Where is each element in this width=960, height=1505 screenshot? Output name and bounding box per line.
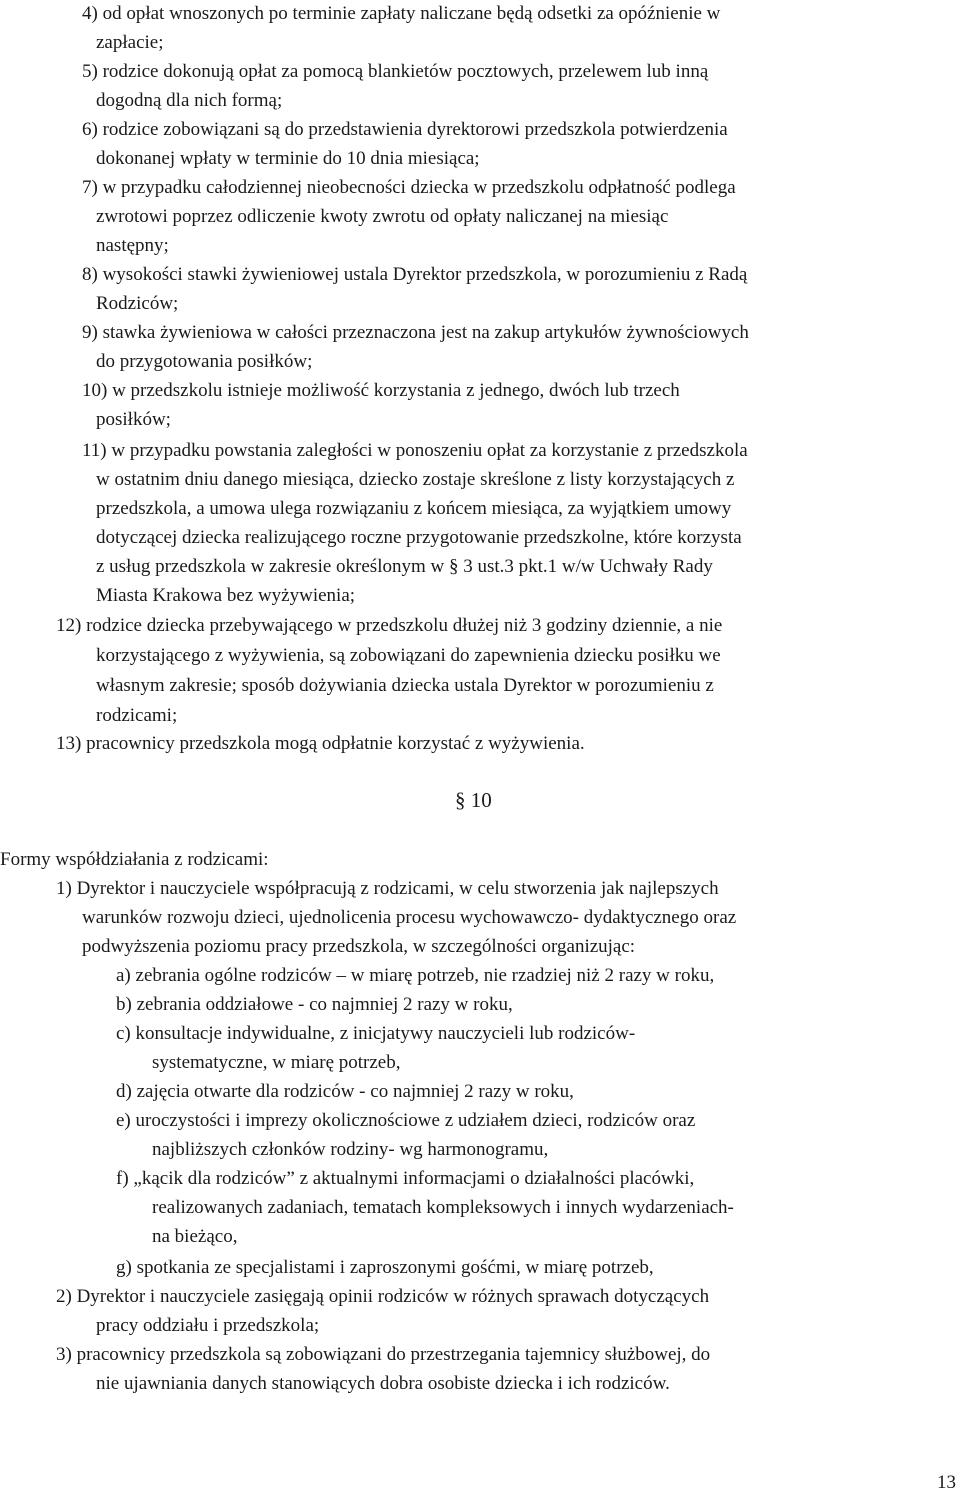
- sub-item-line: d) zajęcia otwarte dla rodziców - co najmniej 2 razy w roku,: [116, 1081, 574, 1102]
- list-item-line: 10) w przedszkolu istnieje możliwość korzystania z jednego, dwóch lub trzech: [82, 380, 680, 401]
- list-item-line: warunków rozwoju dzieci, ujednolicenia procesu wychowawczo- dydaktycznego oraz: [82, 907, 737, 928]
- sub-item-line: realizowanych zadaniach, tematach kompleksowych i innych wydarzeniach-: [152, 1197, 734, 1218]
- sub-item-line: najbliższych członków rodziny- wg harmonogramu,: [152, 1139, 549, 1160]
- list-item-line: nie ujawniania danych stanowiących dobra osobiste dziecka i ich rodziców.: [96, 1373, 670, 1394]
- list-item-line: dokonanej wpłaty w terminie do 10 dnia miesiąca;: [96, 148, 480, 169]
- list-item-line: pracy oddziału i przedszkola;: [96, 1315, 320, 1336]
- list-item-line: 5) rodzice dokonują opłat za pomocą blankietów pocztowych, przelewem lub inną: [82, 61, 709, 82]
- list-item-line: 3) pracownicy przedszkola są zobowiązani do przestrzegania tajemnicy służbowej, do: [56, 1344, 711, 1365]
- sub-item-line: f) „kącik dla rodziców” z aktualnymi informacjami o działalności placówki,: [116, 1168, 695, 1189]
- list-item-line: zwrotowi poprzez odliczenie kwoty zwrotu od opłaty naliczanej na miesiąc: [96, 206, 669, 227]
- list-item-line: 2) Dyrektor i nauczyciele zasięgają opinii rodziców w różnych sprawach dotyczących: [56, 1286, 710, 1307]
- sub-item-line: systematyczne, w miarę potrzeb,: [152, 1052, 401, 1073]
- section-heading: § 10: [455, 788, 492, 812]
- list-item-line: z usług przedszkola w zakresie określonym w § 3 ust.3 pkt.1 w/w Uchwały Rady: [96, 556, 713, 577]
- sub-item-line: na bieżąco,: [152, 1226, 238, 1247]
- page-number: 13: [937, 1472, 956, 1493]
- list-item-line: 1) Dyrektor i nauczyciele współpracują z rodzicami, w celu stworzenia jak najlepszych: [56, 878, 719, 899]
- list-item-line: własnym zakresie; sposób dożywiania dziecka ustala Dyrektor w porozumieniu z: [96, 675, 714, 696]
- sub-item-line: g) spotkania ze specjalistami i zaproszonymi gośćmi, w miarę potrzeb,: [116, 1257, 654, 1278]
- list-item-line: posiłków;: [96, 409, 171, 430]
- sub-item-line: c) konsultacje indywidualne, z inicjatywy nauczycieli lub rodziców-: [116, 1023, 636, 1044]
- list-item-line: następny;: [96, 235, 169, 256]
- list-item-line: korzystającego z wyżywienia, są zobowiązani do zapewnienia dziecku posiłku we: [96, 645, 721, 666]
- section-intro: Formy współdziałania z rodzicami:: [0, 849, 269, 870]
- list-item-line: 9) stawka żywieniowa w całości przeznaczona jest na zakup artykułów żywnościowych: [82, 322, 749, 343]
- list-item-line: rodzicami;: [96, 705, 178, 726]
- list-item-line: dotyczącej dziecka realizującego roczne przygotowanie przedszkolne, które korzysta: [96, 527, 742, 548]
- list-item-line: 4) od opłat wnoszonych po terminie zapłaty naliczane będą odsetki za opóźnienie w: [82, 3, 721, 24]
- list-item-line: do przygotowania posiłków;: [96, 351, 313, 372]
- list-item-line: 8) wysokości stawki żywieniowej ustala Dyrektor przedszkola, w porozumieniu z Radą: [82, 264, 748, 285]
- list-item-line: 7) w przypadku całodziennej nieobecności dziecka w przedszkolu odpłatność podlega: [82, 177, 736, 198]
- sub-item-line: b) zebrania oddziałowe - co najmniej 2 razy w roku,: [116, 994, 513, 1015]
- list-item-line: przedszkola, a umowa ulega rozwiązaniu z końcem miesiąca, za wyjątkiem umowy: [96, 498, 732, 519]
- list-item-line: 12) rodzice dziecka przebywającego w przedszkolu dłużej niż 3 godziny dziennie, a nie: [56, 615, 723, 636]
- list-item-line: zapłacie;: [96, 32, 164, 53]
- list-item-line: Miasta Krakowa bez wyżywienia;: [96, 585, 356, 606]
- sub-item-line: e) uroczystości i imprezy okolicznościowe z udziałem dzieci, rodziców oraz: [116, 1110, 696, 1131]
- list-item-line: w ostatnim dniu danego miesiąca, dziecko zostaje skreślone z listy korzystających z: [96, 469, 735, 490]
- list-item-line: 13) pracownicy przedszkola mogą odpłatnie korzystać z wyżywienia.: [56, 733, 585, 754]
- list-item-line: dogodną dla nich formą;: [96, 90, 283, 111]
- list-item-line: 6) rodzice zobowiązani są do przedstawienia dyrektorowi przedszkola potwierdzenia: [82, 119, 728, 140]
- list-item-line: Rodziców;: [96, 293, 179, 314]
- list-item-line: podwyższenia poziomu pracy przedszkola, w szczególności organizując:: [82, 936, 636, 957]
- sub-item-line: a) zebrania ogólne rodziców – w miarę potrzeb, nie rzadziej niż 2 razy w roku,: [116, 965, 715, 986]
- list-item-line: 11) w przypadku powstania zaległości w ponoszeniu opłat za korzystanie z przedszkola: [82, 440, 748, 461]
